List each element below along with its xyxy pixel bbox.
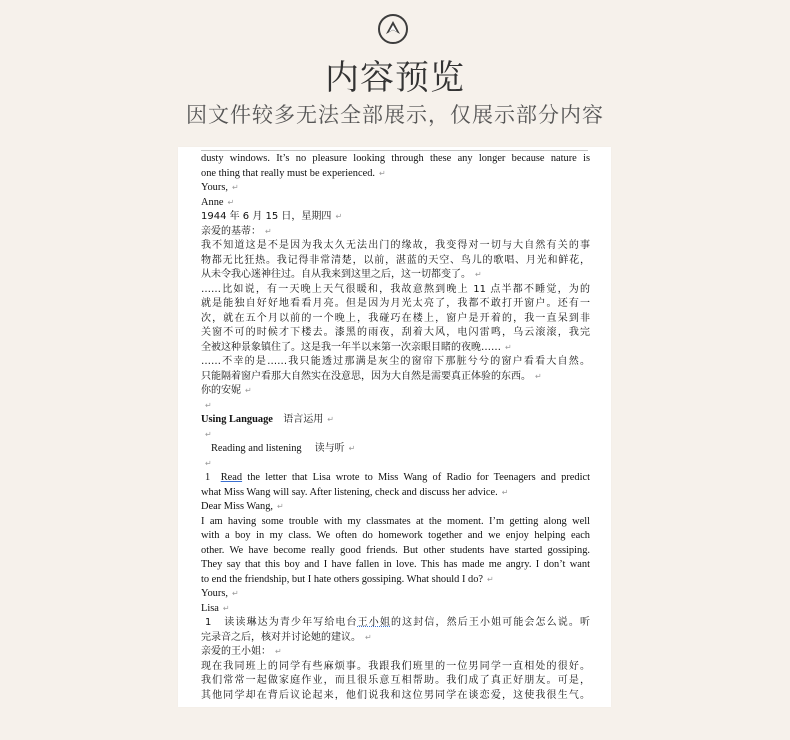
doc-line: 从未令我心迷神往过。自从我来到这里之后，这一切都变了。 ↵ (201, 269, 482, 280)
doc-line: 全被这种景象镇住了。这是我一年半以来第一次亲眼目睹的夜晚…… ↵ (201, 341, 512, 353)
page-subtitle: 因文件较多无法全部展示，仅展示部分内容 (186, 103, 604, 127)
document-content (201, 152, 590, 703)
doc-line: 你的安妮 ↵ (201, 385, 252, 396)
doc-line: 我们常常一起做家庭作业，而且很乐意互相帮助。我们成了真正好朋友。可是， (201, 675, 590, 686)
doc-empty-line: ↵ (205, 429, 212, 439)
doc-heading: Using Language 语言运用 ↵ (201, 414, 334, 425)
doc-line: 1 读读琳达为青少年写给电台王小姐的这封信，然后王小姐可能会怎么说。听 (205, 617, 590, 628)
doc-line: with a boy in my class. We often do homework together and we enjoy helping each (201, 530, 590, 541)
doc-line: 亲爱的王小姐： ↵ (201, 646, 282, 657)
doc-line: ……比如说，有一天晚上天气很暖和，我故意熬到晚上 11 点半都不睡觉，为的 (201, 283, 590, 295)
preview-header (0, 0, 790, 140)
doc-subheading: Reading and listening 读与听 ↵ (211, 443, 356, 454)
document-preview[interactable] (178, 147, 611, 707)
doc-line: other. We have become really good friends. But other students have started gossiping. (201, 544, 590, 556)
doc-line: 就是能独自好好地看看月亮。但是因为月光太亮了，我都不敢打开窗户。还有一 (201, 298, 590, 309)
doc-line: Yours, ↵ (201, 182, 239, 193)
doc-line: 我不知道这是不是因为我太久无法出门的缘故，我变得对一切与大自然有关的事 (201, 240, 590, 251)
doc-line: 完录音之后，核对并讨论她的建议。 ↵ (201, 631, 372, 643)
doc-line: one thing that really must be experienced. ↵ (201, 167, 386, 179)
doc-line: 现在我同班上的同学有些麻烦事。我跟我们班里的一位男同学一直相处的很好。 (201, 660, 590, 672)
doc-line: Yours, ↵ (201, 588, 239, 599)
doc-line: 其他同学却在背后议论起来，他们说我和这位男同学在谈恋爱，这使我很生气。 (201, 689, 590, 701)
page-title: 内容预览 (325, 58, 465, 98)
doc-line: 只能隔着窗户看那大自然实在没意思，因为大自然是需要真正体验的东西。 ↵ (201, 370, 542, 382)
doc-line: Anne ↵ (201, 196, 235, 208)
doc-line: 1944 年 6 月 15 日，星期四 ↵ (201, 211, 343, 222)
doc-line: I am having some trouble with my classmates at the moment. I’m getting along well (201, 515, 590, 527)
doc-line: Lisa ↵ (201, 602, 230, 614)
doc-line: to end the friendship, but I hate others gossiping. What should I do? ↵ (201, 573, 494, 585)
document-top-rule (201, 150, 588, 151)
doc-empty-line: ↵ (205, 400, 212, 410)
doc-empty-line: ↵ (205, 458, 212, 468)
doc-line: dusty windows. It’s no pleasure looking through these any longer because nature is (201, 153, 590, 164)
doc-line: 物都无比狂热。我记得非常清楚，以前，湛蓝的天空、鸟儿的歌唱、月光和鲜花， (201, 254, 590, 266)
doc-line: ……不幸的是……我只能透过那满是灰尘的窗帘下那脏兮兮的窗户看看大自然。 (201, 356, 590, 367)
doc-line: 次，就在五个月以前的一个晚上，我碰巧在楼上，窗户是开着的，我一直呆到非 (201, 312, 590, 324)
doc-line: They say that this boy and I have fallen in love. This has made me angry. I don’t want (201, 559, 590, 570)
doc-line: Dear Miss Wang, ↵ (201, 501, 284, 512)
doc-line: what Miss Wang will say. After listening, check and discuss her advice. ↵ (201, 486, 509, 498)
doc-line: 1 Read the letter that Lisa wrote to Miss Wang of Radio for Teenagers and predict (205, 472, 590, 483)
doc-line: 关窗不可的时候才下楼去。漆黑的雨夜，刮着大风，电闪雷鸣，乌云滚滚，我完 (201, 327, 590, 338)
doc-line: 亲爱的基蒂： ↵ (201, 225, 272, 237)
brand-logo-icon (378, 14, 408, 44)
